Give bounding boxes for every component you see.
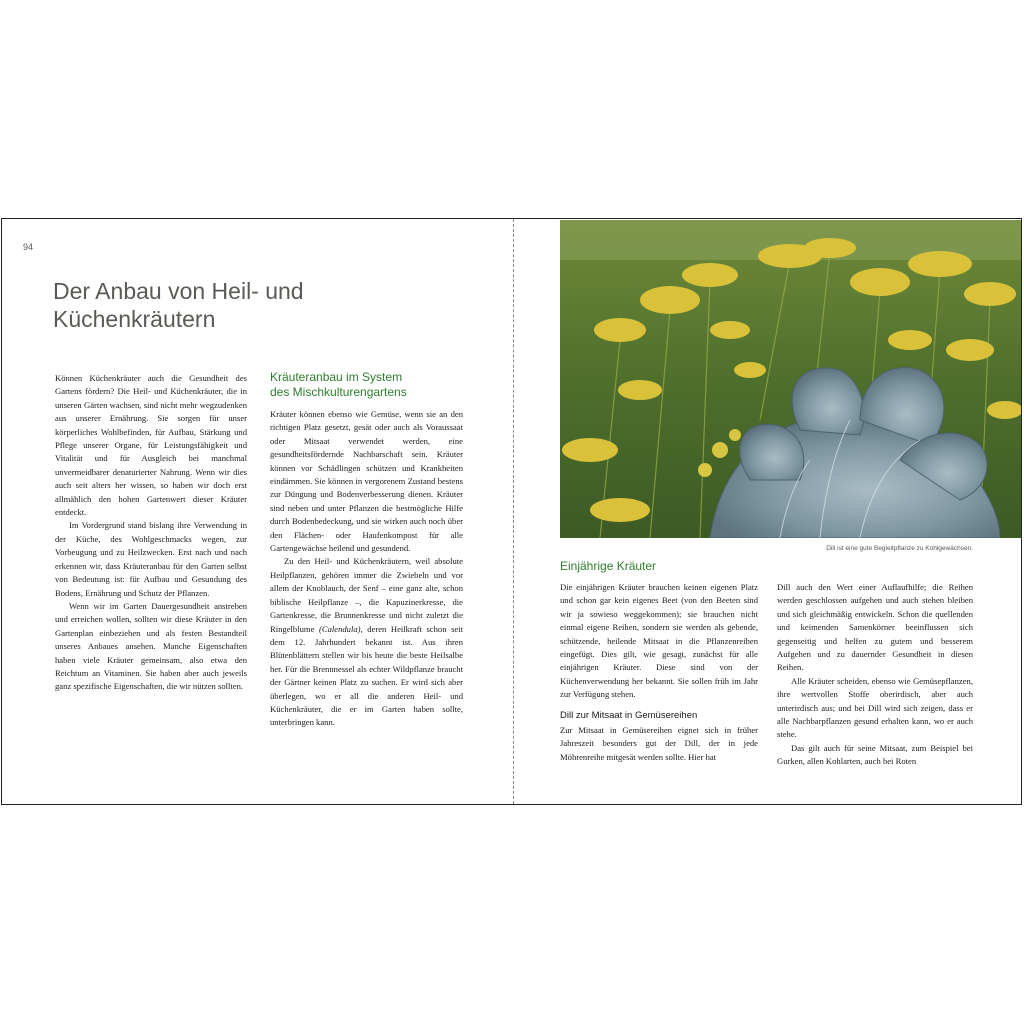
text-column-2	[270, 408, 463, 730]
paragraph: Kräuter können ebenso wie Gemüse, wenn sie an den richtigen Platz gesetzt, gesät oder auch als Voraussaat oder Mitsaat verwendet werden, eine gesundheitsfördernde Nachbarschaft sein. Kräuter können vor Schädlingen schützen und Krankheiten eindämmen. Sie können in vergorenem Zustand bestens zur Düngung und Bodenverbesserung dienen. Kräuter sind neben und unter Pflanzen die bestmögliche Hilfe durch Bodenbedeckung, und sie wirken auch noch über den Flächen- oder Haufenkompost für alle Gartengewächse heilend und gesundend.	[270, 409, 463, 554]
photo-illustration	[560, 220, 1022, 538]
heading-line: Kräuteranbau im System	[270, 370, 403, 384]
text-column-4	[777, 581, 973, 769]
page-number: 94	[23, 242, 34, 252]
chapter-title-line1: Der Anbau von Heil- und	[53, 278, 304, 304]
text-column-3	[560, 581, 758, 702]
heading-line: des Mischkulturengartens	[270, 385, 407, 399]
chapter-title	[53, 277, 473, 333]
chapter-title-line2: Küchenkräutern	[53, 306, 216, 332]
text-run: , deren Heilkraft schon seit dem 12. Jahrhundert bekannt ist. Aus ihren Blütenblättern stellen wir bis heute die beste Heilsalbe her. Für die Brennnessel als echter Wildpflanze braucht der Gärtner keinen Platz zu suchen. Er wird sich aber überlegen, wo er all die anderen Heil- und Küchenkräuter, die er im Garten haben sollte, unterbringen kann.	[270, 623, 464, 728]
paragraph: Zur Mitsaat in Gemüsereihen eignet sich in früher Jahreszeit besonders gut der Dill, der in jede Möhrenreihe mitgesät werden sollte. Hier hat	[560, 725, 758, 762]
photo-caption: Dill ist eine gute Begleitpflanze zu Kohlgewächsen.	[826, 545, 973, 552]
subheading-dill: Dill zur Mitsaat in Gemüsereihen	[560, 710, 698, 721]
book-spread	[1, 218, 1022, 805]
paragraph: Im Vordergrund stand bislang ihre Verwendung in der Küche, des Wohlgeschmacks wegen, zur Vorbeugung und zu Heilzwecken. Erst nach und nach erkennen wir, dass Kräuteranbau für den Garten selbst von Bedeutung ist: für Aufbau und Gesundung des Bodens, Ernährung und Schutz der Pflanzen.	[55, 520, 247, 598]
text-column-1	[55, 372, 247, 694]
text-run: Zu den Heil- und Küchenkräutern, weil absolute Heilpflanzen, gehören immer die Zwiebeln und vor allem der Knoblauch, der Senf – eine ganz alte, schon biblische Heilpflanze –, die Kapuzinerkresse, die Gartenkresse, die Brunnenkresse und nicht zuletzt die Ringelblume	[270, 556, 463, 634]
section-heading-einjaehrige-kraeuter: Einjährige Kräuter	[560, 559, 657, 573]
paragraph: Können Küchenkräuter auch die Gesundheit des Gartens fördern? Die Heil- und Küchenkräuter, die in unseren Gärten wachsen, sind nicht mehr wegzudenken aus unserer Ernährung. Sie sorgen für unser körperliches Wohlbefinden, für Aufbau, Stärkung und Pflege unserer Organe, für Leistungsfähigkeit und Vitalität und für Ausgleich bei manchmal unvermeidbarer denaturierter Nahrung. Wenn wir dies auch seit alters her wissen, so haben wir doch erst allmählich den hohen Gartenwert dieser Kräuter entdeckt.	[55, 373, 247, 518]
photo-dill-and-cabbage	[560, 220, 1022, 538]
page-gutter	[513, 219, 514, 804]
paragraph: Die einjährigen Kräuter brauchen keinen eigenen Platz und schon gar kein eigenes Beet (von den Beeten sind wir ja sowieso weggekommen); sie brauchen nicht einmal eigene Reihen, sondern sie werden als gebende, schützende, heilende Mitsaat in die Pflanzenreihen eingefügt. Dies gilt, wie gesagt, zunächst für alle einjährigen Kräuter. Diese sind von der Küchenverwendung her bekannt. Sie sollen früh im Jahr zur Verfügung stehen.	[560, 582, 758, 700]
paragraph: Das gilt auch für seine Mitsaat, zum Beispiel bei Gurken, allen Kohlarten, auch bei Roten	[777, 742, 973, 767]
section-heading-kraeuteranbau	[270, 370, 470, 400]
paragraph: Alle Kräuter scheiden, ebenso wie Gemüsepflanzen, ihre wertvollen Stoffe oberirdisch, aber auch unterirdisch aus; und bei Dill wird sich zeigen, dass er alle Nachbarpflanzen gesund erhalten kann, wo er auch stehe.	[777, 675, 973, 740]
text-column-3-continued	[560, 724, 758, 764]
paragraph: Wenn wir im Garten Dauergesundheit anstreben und erreichen wollen, sollten wir diese Kräuter in den Gartenplan einbeziehen und als festen Bestandteil unseres Anbaues ansehen. Manche Eigenschaften haben viele Kräuter gemeinsam, also etwa den Reichtum an Vitaminen. Sie haben aber auch jeweils ganz spezifische Eigenschaften, die wir nützen sollten.	[55, 600, 247, 692]
paragraph: Dill auch den Wert einer Auflaufhilfe; die Reihen werden geschlossen aufgehen und auch stehen bleiben und sich gleichmäßig entwickeln. Schon die quellenden und keimenden Samenkörner beeinflussen sich gegenseitig und helfen zu gutem und besserem Aufgehen und zu dauernder Gesundheit in diesen Reihen.	[777, 582, 973, 673]
latin-name: (Calendula)	[318, 623, 361, 634]
paragraph	[270, 555, 463, 729]
